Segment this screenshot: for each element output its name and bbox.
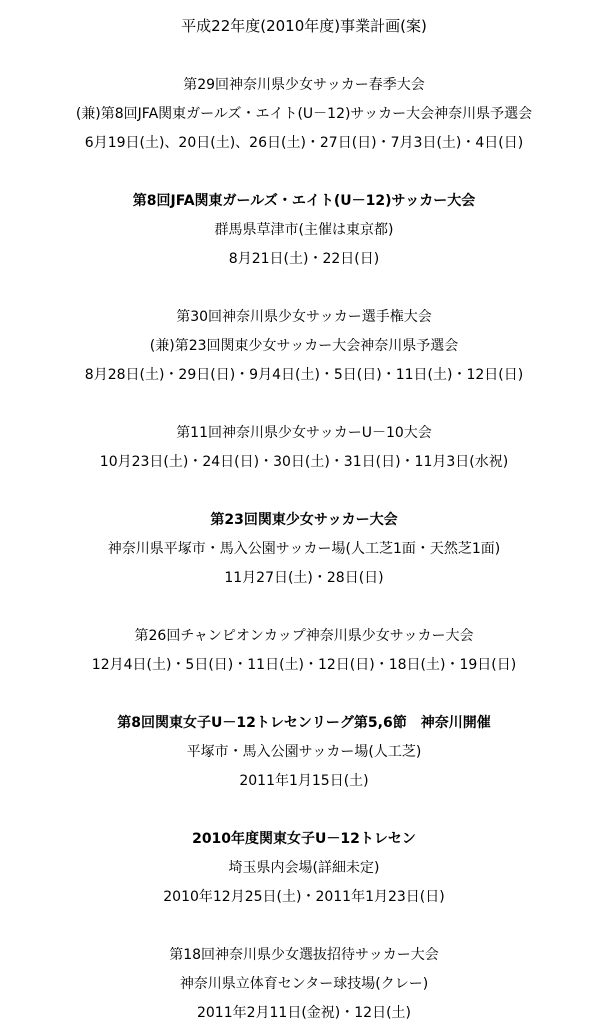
event-4-dates: 10月23日(土)・24日(日)・30日(土)・31日(日)・11月3日(水祝) [99,454,509,470]
event-8-dates: 2010年12月25日(土)・2011年1月23日(日) [163,889,445,905]
event-8-venue: 埼玉県内会場(詳細未定) [228,860,380,876]
event-7-dates: 2011年1月15日(土) [239,773,369,789]
event-7-name: 第8回関東女子U－12トレセンリーグ第5,6節 神奈川開催 [117,715,491,731]
event-2-name: 第8回JFA関東ガールズ・エイト(U－12)サッカー大会 [132,193,476,209]
event-2-venue: 群馬県草津市(主催は東京都) [214,222,394,238]
event-9-dates: 2011年2月11日(金祝)・12日(土) [196,1005,411,1021]
event-3-name: 第30回神奈川県少女サッカー選手権大会 [176,309,432,325]
event-6-name: 第26回チャンピオンカップ神奈川県少女サッカー大会 [134,628,474,644]
event-1-name: 第29回神奈川県少女サッカー春季大会 [183,77,425,93]
event-7-venue: 平塚市・馬入公園サッカー場(人工芝) [186,744,422,760]
event-1-dates: 6月19日(土)、20日(土)、26日(土)・27日(日)・7月3日(土)・4日(日) [84,135,524,151]
event-6-dates: 12月4日(土)・5日(日)・11日(土)・12日(日)・18日(土)・19日(日) [91,657,517,673]
document-title: 平成22年度(2010年度)事業計画(案) [181,17,427,35]
event-9-name: 第18回神奈川県少女選抜招待サッカー大会 [169,947,439,963]
event-3-detail-1: (兼)第23回関東少女サッカー大会神奈川県予選会 [149,338,459,354]
event-2-dates: 8月21日(土)・22日(日) [228,251,380,267]
event-9-venue: 神奈川県立体育センター球技場(クレー) [179,976,429,992]
event-1-detail-1: (兼)第8回JFA関東ガールズ・エイト(U－12)サッカー大会神奈川県予選会 [75,106,533,122]
event-8-name: 2010年度関東女子U－12トレセン [192,831,416,847]
event-5-name: 第23回関東少女サッカー大会 [210,512,398,528]
event-5-dates: 11月27日(土)・28日(日) [224,570,384,586]
event-5-venue: 神奈川県平塚市・馬入公園サッカー場(人工芝1面・天然芝1面) [107,541,501,557]
event-4-name: 第11回神奈川県少女サッカーU－10大会 [176,425,432,441]
event-3-dates: 8月28日(土)・29日(日)・9月4日(土)・5日(日)・11日(土)・12日(日) [84,367,524,383]
